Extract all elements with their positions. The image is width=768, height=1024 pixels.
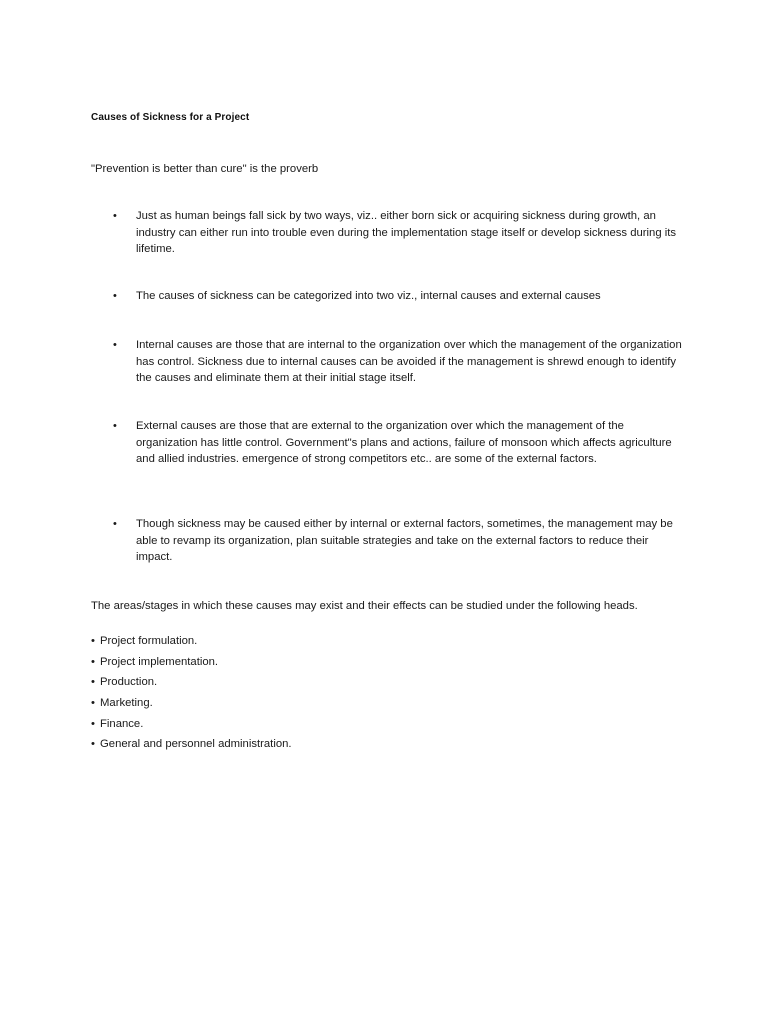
bullet-item-revamp	[113, 516, 683, 566]
bullet-marker: •	[91, 676, 95, 689]
bullet-marker: •	[113, 210, 117, 222]
head-text: Project implementation.	[100, 655, 219, 668]
head-item-finance	[91, 714, 292, 735]
bullet-marker: •	[91, 738, 95, 751]
areas-intro-paragraph: The areas/stages in which these causes may exist and their effects can be studied under the following heads.	[91, 600, 638, 612]
document-title: Causes of Sickness for a Project	[91, 112, 250, 123]
bullet-item-categories	[113, 288, 683, 305]
bullet-text: The causes of sickness can be categorized into two viz., internal causes and external causes	[136, 290, 601, 302]
bullet-marker: •	[113, 420, 117, 432]
bullet-marker: •	[91, 655, 95, 668]
bullet-text: Though sickness may be caused either by internal or external factors, sometimes, the management may be able to revamp its organization, plan suitable strategies and take on the external factors to reduce their impact.	[136, 518, 673, 563]
bullet-item-internal-causes	[113, 337, 683, 387]
head-item-general-administration	[91, 734, 292, 755]
proverb-line: "Prevention is better than cure" is the proverb	[91, 163, 319, 175]
bullet-marker: •	[91, 635, 95, 647]
bullet-text: External causes are those that are external to the organization over which the management of the organization has little control. Government"s plans and actions, failure of monsoon which affects agriculture and allied industries. emergence of strong competitors etc.. are some of the external factors.	[136, 420, 672, 465]
head-text: Production.	[100, 676, 158, 689]
heads-list	[91, 631, 292, 755]
bullet-text: Internal causes are those that are internal to the organization over which the management of the organization has control. Sickness due to internal causes can be avoided if the management is shrewd enough to identify the causes and eliminate them at their initial stage itself.	[136, 339, 682, 384]
bullet-item-birth-analogy	[113, 208, 683, 258]
bullet-marker: •	[113, 518, 117, 530]
bullet-marker: •	[113, 290, 117, 302]
bullet-marker: •	[113, 339, 117, 351]
bullet-marker: •	[91, 717, 95, 730]
head-item-production	[91, 672, 292, 693]
head-item-project-implementation	[91, 652, 292, 673]
bullet-marker: •	[91, 697, 95, 710]
head-text: Project formulation.	[100, 635, 198, 647]
bullet-item-external-causes	[113, 418, 683, 468]
head-text: Marketing.	[100, 697, 153, 710]
head-item-marketing	[91, 693, 292, 714]
head-item-project-formulation	[91, 631, 292, 652]
head-text: Finance.	[100, 717, 144, 730]
bullet-text: Just as human beings fall sick by two ways, viz.. either born sick or acquiring sickness during growth, an industry can either run into trouble even during the implementation stage itself or develop sickness during its lifetime.	[136, 210, 677, 255]
head-text: General and personnel administration.	[100, 738, 292, 751]
